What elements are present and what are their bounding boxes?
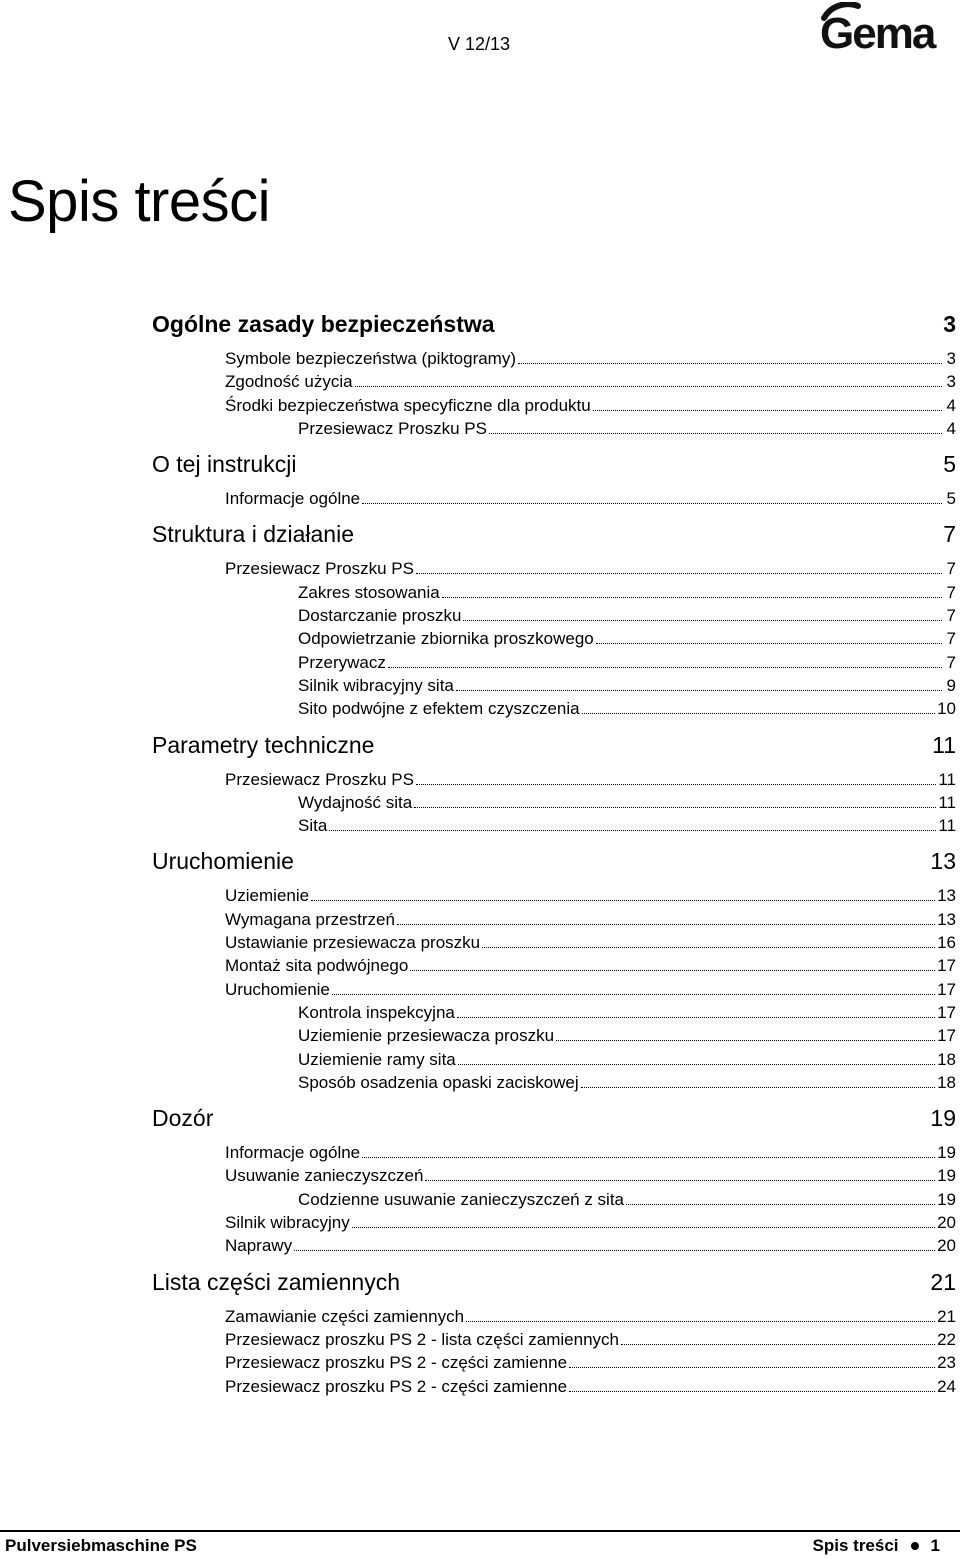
toc-entry-page: 22 [937, 1329, 956, 1349]
dot-leader [456, 690, 942, 691]
toc-entry[interactable] [152, 347, 956, 370]
dot-leader [466, 1321, 935, 1322]
toc-entry-page: 19 [937, 1143, 956, 1163]
toc-entry-title: Przesiewacz Proszku PS [225, 769, 414, 789]
toc-entry[interactable] [152, 791, 956, 814]
toc-entry-page: 7 [946, 652, 956, 672]
toc-entry[interactable] [152, 1024, 956, 1047]
toc-entry[interactable] [152, 1141, 956, 1164]
toc-entry-page: 18 [937, 1049, 956, 1069]
toc-entry-title: Zamawianie części zamiennych [225, 1306, 465, 1326]
toc-entry[interactable] [152, 1071, 956, 1094]
toc-entry[interactable] [152, 651, 956, 674]
page-title: Spis treści [8, 169, 271, 234]
toc-entry-title: Wydajność sita [298, 792, 413, 812]
toc-entries [152, 884, 956, 1094]
toc-entry-title: Dostarczanie proszku [298, 606, 462, 626]
dot-leader [482, 947, 935, 948]
toc-entry-page: 19 [937, 1189, 956, 1209]
footer-section [813, 1536, 940, 1556]
toc-entry[interactable] [152, 394, 956, 417]
toc-entry-title: Uruchomienie [225, 979, 330, 999]
toc-entry-title: Zgodność użycia [225, 372, 353, 392]
toc-section-title: Ogólne zasady bezpieczeństwa [152, 311, 495, 337]
toc-section [152, 1102, 956, 1257]
toc-entry[interactable] [152, 768, 956, 791]
dot-leader [329, 830, 936, 831]
toc-entry-title: Uziemienie ramy sita [298, 1049, 456, 1069]
dot-leader [582, 713, 935, 714]
dot-leader [388, 667, 942, 668]
toc-entry-title: Wymagana przestrzeń [225, 909, 395, 929]
toc-section [152, 308, 956, 440]
toc-entry-title: Sito podwójne z efektem czyszczenia [298, 699, 580, 719]
toc-entry-page: 7 [946, 606, 956, 626]
toc-section-title: Dozór [152, 1105, 214, 1132]
toc-entry[interactable] [152, 908, 956, 931]
toc-entry[interactable] [152, 1048, 956, 1071]
toc-entry-page: 13 [937, 886, 956, 906]
toc-entry[interactable] [152, 931, 956, 954]
toc-entry-title: Symbole bezpieczeństwa (piktogramy) [225, 349, 517, 368]
toc-section-heading[interactable] [152, 1102, 956, 1135]
dot-leader [332, 994, 935, 995]
toc-entry[interactable] [152, 978, 956, 1001]
toc-section-heading[interactable] [152, 448, 956, 481]
toc-entry-page: 4 [946, 418, 956, 438]
toc-entry-title: Uziemienie [225, 886, 310, 906]
toc-entry-title: Przesiewacz Proszku PS [225, 559, 414, 579]
toc-entry-page: 7 [946, 559, 956, 579]
toc-section-title: Uruchomienie [152, 848, 294, 875]
toc-section-heading[interactable] [152, 518, 956, 551]
dot-leader [458, 1064, 935, 1065]
toc-entry-page: 20 [937, 1236, 956, 1256]
toc-section-title: Lista części zamiennych [152, 1268, 400, 1295]
toc-entry-page: 3 [946, 349, 956, 368]
toc-section-page: 11 [932, 731, 956, 758]
toc-entry-title: Odpowietrzanie zbiornika proszkowego [298, 629, 594, 649]
dot-leader [569, 1391, 935, 1392]
dot-leader [581, 1087, 935, 1088]
toc-section [152, 1266, 956, 1398]
toc-entry-title: Przesiewacz proszku PS 2 - części zamienne [225, 1353, 568, 1373]
document-version: V 12/13 [448, 34, 511, 54]
toc-entry-page: 10 [937, 699, 956, 719]
toc-entry-page: 7 [946, 629, 956, 649]
toc-entries [152, 557, 956, 720]
toc-section-heading[interactable] [152, 729, 956, 762]
toc-entry-title: Zakres stosowania [298, 582, 440, 602]
dot-leader [416, 573, 942, 574]
toc-section [152, 448, 956, 510]
toc-entry[interactable] [152, 674, 956, 697]
toc-section-page: 13 [930, 848, 956, 875]
toc-entry-page: 21 [937, 1306, 956, 1326]
toc-entry[interactable] [152, 1328, 956, 1351]
toc-entry-page: 9 [946, 675, 956, 695]
toc-section-page: 3 [943, 311, 956, 337]
toc-entry-page: 11 [938, 769, 956, 789]
toc-entry-page: 24 [937, 1376, 956, 1396]
dot-leader [425, 1180, 935, 1181]
toc-entries [152, 347, 956, 440]
toc-entry-page: 20 [937, 1213, 956, 1233]
toc-entry-page: 7 [946, 582, 956, 602]
toc-section-heading[interactable] [152, 845, 956, 878]
toc-entry-title: Usuwanie zanieczyszczeń [225, 1166, 424, 1186]
toc-entry-title: Montaż sita podwójnego [225, 956, 409, 976]
toc-entry-title: Silnik wibracyjny sita [298, 675, 454, 695]
toc-entry[interactable] [152, 627, 956, 650]
toc-entry[interactable] [152, 1164, 956, 1187]
toc-entry-title: Środki bezpieczeństwa specyficzne dla produktu [225, 395, 591, 415]
toc-entry[interactable] [152, 1188, 956, 1211]
dot-leader [596, 643, 942, 644]
toc-section-page: 5 [943, 451, 956, 478]
toc-entries [152, 487, 956, 510]
toc-entry[interactable] [152, 581, 956, 604]
toc-entry-title: Kontrola inspekcyjna [298, 1002, 455, 1022]
dot-leader [569, 1367, 935, 1368]
toc-section [152, 845, 956, 1094]
dot-leader [362, 1157, 935, 1158]
toc-entry[interactable] [152, 954, 956, 977]
toc-entry-title: Ustawianie przesiewacza proszku [225, 933, 481, 953]
footer-product-name: Pulversiebmaschine PS [5, 1536, 197, 1555]
toc-entry[interactable] [152, 1375, 956, 1398]
dot-leader [416, 784, 936, 785]
dot-leader [294, 1250, 935, 1251]
toc-section [152, 729, 956, 838]
toc-entry-title: Przesiewacz Proszku PS [298, 418, 487, 438]
dot-leader [311, 900, 935, 901]
logo-text: Gema [820, 9, 935, 54]
toc-entry-title: Naprawy [225, 1236, 293, 1256]
toc-entry-title: Uziemienie przesiewacza proszku [298, 1026, 555, 1046]
toc-entry-page: 5 [946, 489, 956, 509]
footer-divider [0, 1530, 960, 1532]
toc-entry[interactable] [152, 487, 956, 510]
dot-leader [556, 1040, 935, 1041]
toc-entry[interactable] [152, 884, 956, 907]
toc-entries [152, 1141, 956, 1257]
toc-entry[interactable] [152, 370, 956, 393]
dot-leader [457, 1017, 935, 1018]
toc-section-heading[interactable] [152, 1266, 956, 1299]
toc-section-title: Parametry techniczne [152, 731, 375, 758]
toc-entry-page: 23 [937, 1353, 956, 1373]
toc-entry-page: 16 [937, 933, 956, 953]
toc-entry[interactable] [152, 604, 956, 627]
toc-entries [152, 768, 956, 838]
dot-leader [352, 1227, 935, 1228]
dot-leader [489, 433, 942, 434]
toc-entry-page: 17 [937, 979, 956, 999]
toc-entry-title: Przerywacz [298, 652, 386, 672]
toc-entry-page: 19 [937, 1166, 956, 1186]
toc-entries [152, 1305, 956, 1398]
footer-page-number: 1 [930, 1536, 940, 1555]
toc-section-page: 7 [943, 521, 956, 548]
toc-entry-page: 11 [938, 816, 956, 836]
toc-entry-page: 11 [938, 792, 956, 812]
dot-leader [414, 807, 936, 808]
toc-section-title: Struktura i działanie [152, 521, 354, 548]
dot-leader [410, 970, 935, 971]
toc-entry-page: 18 [937, 1072, 956, 1092]
toc-entry[interactable] [152, 417, 956, 440]
toc-section-page: 19 [930, 1105, 956, 1132]
dot-leader [362, 503, 942, 504]
toc-entry-title: Informacje ogólne [225, 1143, 361, 1163]
toc-entry-page: 4 [946, 395, 956, 415]
toc-entry-title: Informacje ogólne [225, 489, 361, 509]
toc-entry-title: Przesiewacz proszku PS 2 - lista części zamiennych [225, 1329, 619, 1349]
dot-leader [621, 1344, 935, 1345]
toc-entry-page: 17 [937, 1026, 956, 1046]
toc-entry[interactable] [152, 1351, 956, 1374]
dot-leader [355, 386, 942, 387]
toc-entry-page: 3 [946, 372, 956, 392]
dot-leader [626, 1204, 935, 1205]
dot-leader [593, 410, 942, 411]
toc-entry-title: Silnik wibracyjny [225, 1213, 350, 1233]
toc-entry-title: Przesiewacz proszku PS 2 - części zamienne [225, 1376, 568, 1396]
toc-entry-title: Sposób osadzenia opaski zaciskowej [298, 1072, 579, 1092]
toc-entry[interactable] [152, 1234, 956, 1257]
toc-entry-page: 17 [937, 956, 956, 976]
table-of-contents [152, 308, 956, 1406]
toc-entry[interactable] [152, 1305, 956, 1328]
footer-section-label: Spis treści [812, 1536, 899, 1555]
dot-leader [518, 363, 942, 364]
bullet-icon [911, 1542, 919, 1550]
toc-entry-title: Codzienne usuwanie zanieczyszczeń z sita [298, 1189, 625, 1209]
dot-leader [442, 597, 942, 598]
toc-entry[interactable] [152, 557, 956, 580]
toc-entry[interactable] [152, 1211, 956, 1234]
toc-section-title: O tej instrukcji [152, 451, 297, 478]
dot-leader [397, 924, 935, 925]
toc-entry[interactable] [152, 697, 956, 720]
toc-entry-page: 17 [937, 1002, 956, 1022]
toc-entry[interactable] [152, 814, 956, 837]
toc-entry-title: Sita [298, 816, 328, 836]
gema-logo [818, 2, 960, 54]
toc-section-heading[interactable] [152, 308, 956, 341]
toc-section [152, 518, 956, 720]
dot-leader [463, 620, 942, 621]
toc-entry[interactable] [152, 1001, 956, 1024]
toc-section-page: 21 [930, 1268, 956, 1295]
toc-entry-page: 13 [937, 909, 956, 929]
